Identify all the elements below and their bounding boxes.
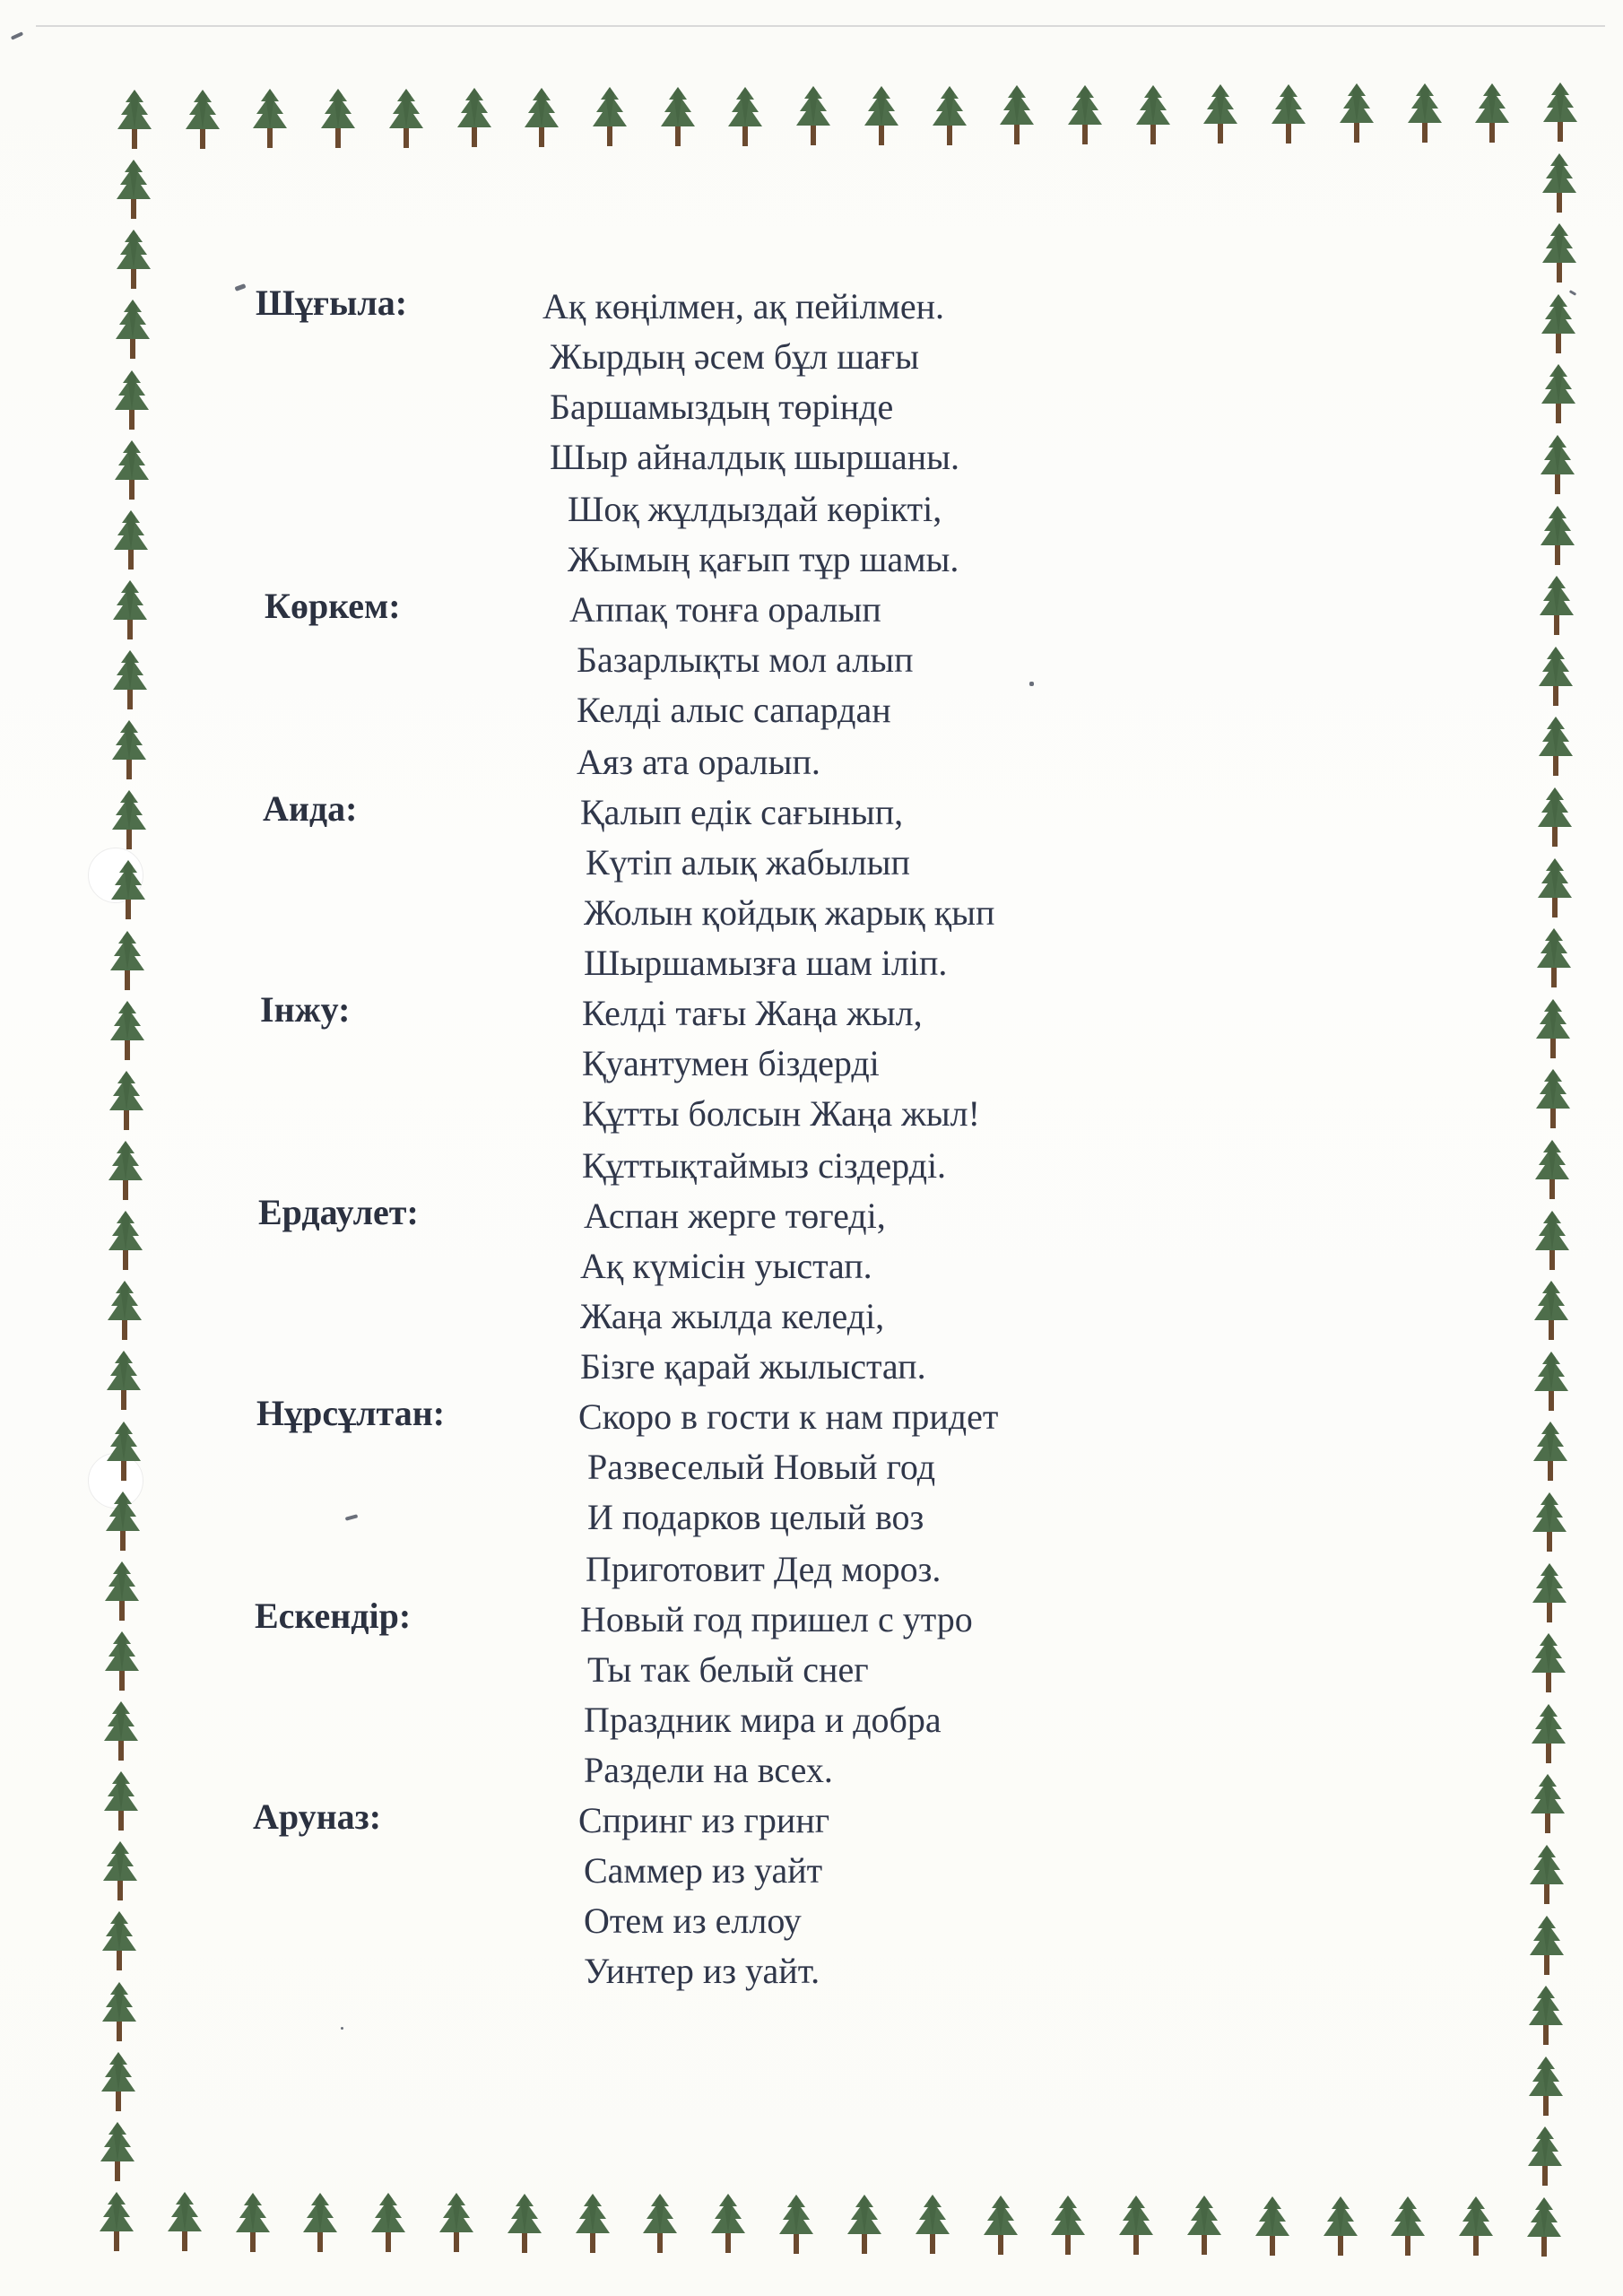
speaker-name: Көркем: <box>265 586 401 626</box>
verse-line: И подарков целый воз <box>587 1497 924 1537</box>
verse-line: Аппақ тонға оралып <box>569 589 881 630</box>
speaker-name: Ердаулет: <box>258 1192 419 1232</box>
verse-line: Базарлықты мол алып <box>577 639 914 680</box>
verse-line: Приготовит Дед мороз. <box>586 1549 942 1589</box>
verse-line: Ты так белый снег <box>587 1649 869 1690</box>
verse-line: Новый год пришел с утро <box>580 1599 973 1639</box>
verse-line: Ақ күмісін уыстап. <box>580 1246 872 1286</box>
verse-line: Саммер из уайт <box>584 1850 823 1891</box>
speaker-name: Ескендір: <box>255 1596 412 1636</box>
verse-line: Ақ көңілмен, ақ пейілмен. <box>542 286 945 326</box>
speaker-name: Аида: <box>263 788 358 829</box>
verse-line: Аспан жерге төгеді, <box>584 1196 886 1236</box>
scan-speck <box>1029 682 1034 686</box>
verse-line: Жаңа жылда келеді, <box>580 1296 885 1336</box>
verse-line: Отем из еллоу <box>584 1900 802 1941</box>
verse-line: Жолын қойдық жарық қып <box>584 892 995 933</box>
speaker-name: Інжу: <box>260 989 351 1030</box>
verse-line: Спринг из гринг <box>578 1800 830 1840</box>
verse-line: Шыршамызға шам іліп. <box>584 943 948 983</box>
verse-line: Келді тағы Жаңа жыл, <box>582 993 923 1033</box>
verse-line: Күтіп алық жабылып <box>586 842 910 883</box>
verse-line: Жырдың әсем бұл шағы <box>550 336 920 377</box>
verse-line: Баршамыздың төрінде <box>550 387 894 427</box>
verse-line: Уинтер из уайт. <box>584 1951 820 1991</box>
speaker-name: Аруназ: <box>253 1796 382 1837</box>
speaker-name: Нұрсұлтан: <box>256 1393 446 1433</box>
verse-line: Праздник мира и добра <box>584 1700 942 1740</box>
verse-line: Раздели на всех. <box>584 1750 833 1790</box>
verse-line: Шоқ жұлдыздай көрікті, <box>568 489 942 529</box>
verse-line: Қалып едік сағынып, <box>580 792 904 832</box>
verse-line: Келді алыс сапардан <box>577 690 891 730</box>
verse-line: Шыр айналдық шыршаны. <box>550 437 960 477</box>
verse-line: Бізге қарай жылыстап. <box>580 1346 926 1387</box>
verse-line: Қуантумен біздерді <box>582 1043 880 1083</box>
verse-line: Скоро в гости к нам придет <box>578 1396 999 1437</box>
speaker-name: Шұғыла: <box>256 283 408 323</box>
verse-line: Жымың қағып тұр шамы. <box>568 539 959 579</box>
verse-line: Құттықтаймыз сіздерді. <box>582 1145 947 1186</box>
verse-line: Развеселый Новый год <box>587 1447 936 1487</box>
verse-line: Құтты болсын Жаңа жыл! <box>582 1093 980 1134</box>
scan-speck <box>341 2027 343 2030</box>
verse-line: Аяз ата оралып. <box>577 742 820 782</box>
